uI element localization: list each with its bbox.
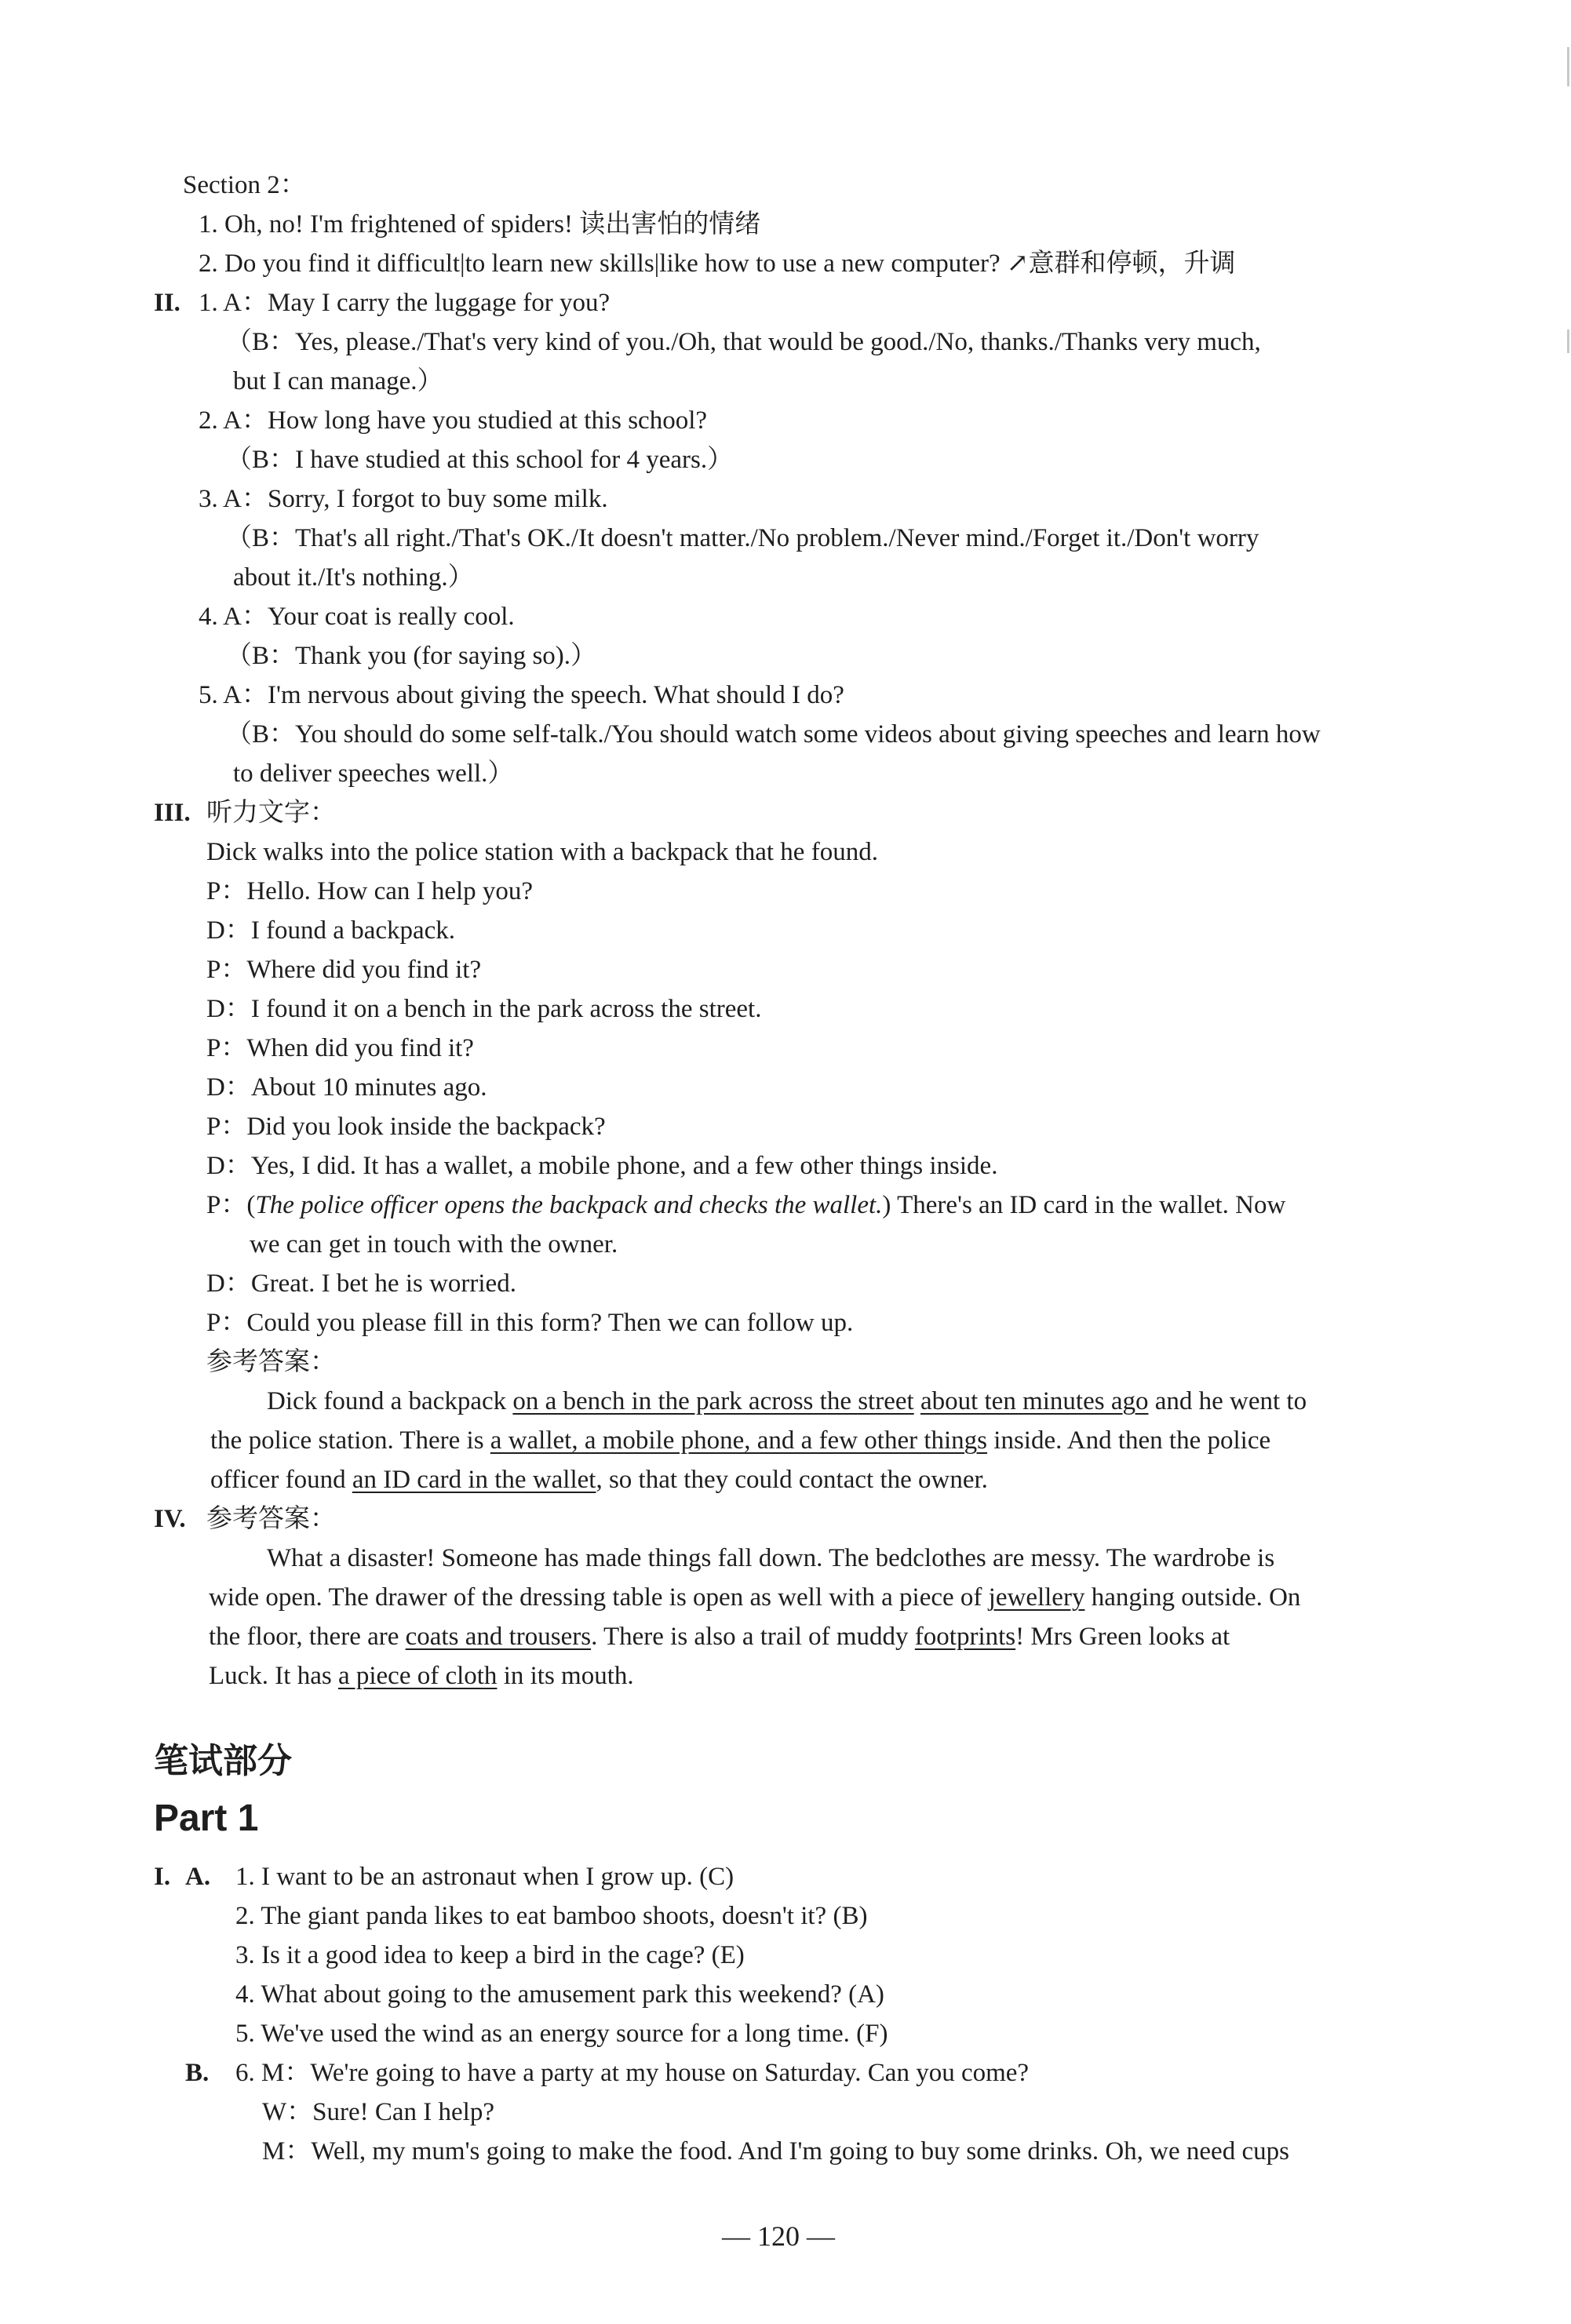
part4-line-2 <box>209 1582 1300 1613</box>
answer-text: Luck. It has <box>209 1662 338 1690</box>
answer-text: the floor, there are <box>209 1623 406 1651</box>
stage-direction: The police officer opens the backpack and checks the wallet. <box>255 1191 883 1219</box>
part3-title: 听力文字： <box>206 799 336 827</box>
part2-q3-b: （B：That's all right./That's OK./It doesn't matter./No problem./Never mind./Forget it./Don't worry <box>226 524 1259 552</box>
answer-text: . There is also a trail of muddy <box>591 1623 915 1651</box>
written-b-line-1: 6. M：We're going to have a party at my house on Saturday. Can you come? <box>235 2059 1030 2087</box>
part3-answer-title: 参考答案： <box>206 1348 336 1376</box>
written-label-I: I. <box>154 1863 171 1891</box>
part3-answer-line-1 <box>267 1386 1307 1417</box>
written-a-item-2: 2. The giant panda likes to eat bamboo shoots, doesn't it? (B) <box>235 1902 868 1930</box>
part2-q1-b: （B：Yes, please./That's very kind of you./Oh, that would be good./No, thanks./Thanks very much, <box>226 328 1261 356</box>
written-a-item-3: 3. Is it a good idea to keep a bird in the cage? (E) <box>235 1941 745 1969</box>
dialogue-line-4: D：I found it on a bench in the park across the street. <box>206 995 762 1023</box>
part2-q1-a: 1. A：May I carry the luggage for you? <box>199 289 611 317</box>
written-b-line-2: W：Sure! Can I help? <box>262 2098 494 2126</box>
scan-edge-mark <box>1567 330 1569 353</box>
part3-answer-line-2 <box>210 1425 1270 1456</box>
dialogue-line-7: P：Did you look inside the backpack? <box>206 1113 606 1141</box>
written-a-item-5: 5. We've used the wind as an energy source for a long time. (F) <box>235 2020 888 2048</box>
answer-blank: about ten minutes ago <box>920 1387 1149 1415</box>
part2-q2-b: （B：I have studied at this school for 4 years.） <box>226 446 734 474</box>
part2-q5-b: （B：You should do some self-talk./You should watch some videos about giving speeches and learn how <box>226 720 1321 749</box>
part2-q3-b-cont: about it./It's nothing.） <box>233 563 474 592</box>
part4-line-4 <box>209 1660 634 1692</box>
answer-blank: coats and trousers <box>405 1623 592 1651</box>
answer-text: and he went to <box>1148 1387 1307 1415</box>
answer-text: officer found <box>210 1466 352 1494</box>
answer-blank: footprints <box>914 1623 1016 1651</box>
dialogue-line-10: D：Great. I bet he is worried. <box>206 1269 516 1298</box>
part4-label: IV. <box>154 1505 186 1533</box>
answer-text: in its mouth. <box>497 1662 634 1690</box>
answer-text: ! Mrs Green looks at <box>1015 1623 1230 1651</box>
written-a-item-4: 4. What about going to the amusement park this weekend? (A) <box>235 1980 884 2009</box>
answer-blank: a wallet, a mobile phone, and a few other things <box>490 1426 988 1455</box>
part2-q1-b-cont: but I can manage.） <box>233 367 443 395</box>
part3-intro: Dick walks into the police station with a backpack that he found. <box>206 838 878 866</box>
part3-answer-line-3 <box>210 1464 988 1495</box>
answer-text: Dick found a backpack <box>267 1387 513 1415</box>
scan-edge-mark <box>1567 47 1569 86</box>
dialogue-line-9-cont: we can get in touch with the owner. <box>250 1230 618 1259</box>
answer-text: inside. And then the police <box>987 1426 1271 1455</box>
answer-text: wide open. The drawer of the dressing table is open as well with a piece of <box>209 1583 989 1612</box>
section2-title: Section 2： <box>183 171 306 199</box>
written-label-B: B. <box>185 2059 210 2087</box>
dialogue-line-1: P：Hello. How can I help you? <box>206 877 534 905</box>
written-label-A: A. <box>185 1863 211 1891</box>
dialogue-line-6: D：About 10 minutes ago. <box>206 1073 487 1102</box>
part4-line-1: What a disaster! Someone has made things fall down. The bedclothes are messy. The wardrobe is <box>267 1544 1275 1572</box>
part2-q3-a: 3. A：Sorry, I forgot to buy some milk. <box>199 485 608 513</box>
section2-item-2: 2. Do you find it difficult|to learn new skills|like how to use a new computer? ↗意群和停顿，升调 <box>199 250 1236 278</box>
dialogue-line-9 <box>206 1189 1285 1221</box>
part4-title: 参考答案： <box>206 1505 336 1533</box>
dialogue-line-5: P：When did you find it? <box>206 1034 474 1062</box>
answer-text: hanging outside. On <box>1084 1583 1301 1612</box>
part2-q4-a: 4. A：Your coat is really cool. <box>199 603 515 631</box>
part2-q4-b: （B：Thank you (for saying so).） <box>226 642 597 670</box>
answer-text <box>914 1387 920 1415</box>
part1-heading: Part 1 <box>154 1798 259 1839</box>
dialogue-line-3: P：Where did you find it? <box>206 956 482 984</box>
part2-q5-b-cont: to deliver speeches well.） <box>233 759 514 788</box>
answer-blank: on a bench in the park across the street <box>512 1387 914 1415</box>
answer-blank: a piece of cloth <box>337 1662 498 1690</box>
dialogue-line-8: D：Yes, I did. It has a wallet, a mobile phone, and a few other things inside. <box>206 1152 998 1180</box>
answer-text: the police station. There is <box>210 1426 490 1455</box>
written-heading: 笔试部分 <box>154 1741 292 1781</box>
dialogue-line-2: D：I found a backpack. <box>206 916 456 945</box>
answer-text: , so that they could contact the owner. <box>596 1466 988 1494</box>
written-a-item-1: 1. I want to be an astronaut when I grow up. (C) <box>235 1863 734 1891</box>
part4-line-3 <box>209 1621 1230 1652</box>
dialogue-line-9-suffix: ) There's an ID card in the wallet. Now <box>882 1191 1286 1219</box>
section2-item-1: 1. Oh, no! I'm frightened of spiders! 读出害怕的情绪 <box>199 210 761 239</box>
dialogue-line-11: P：Could you please fill in this form? Then we can follow up. <box>206 1309 854 1337</box>
page-number: — 120 — <box>722 2220 835 2252</box>
answer-blank: an ID card in the wallet <box>352 1466 596 1494</box>
part3-label: III. <box>154 799 191 827</box>
part2-label: II. <box>154 289 180 317</box>
answer-blank: jewellery <box>988 1583 1085 1612</box>
dialogue-line-9-prefix: P：( <box>206 1191 256 1219</box>
part2-q2-a: 2. A：How long have you studied at this school? <box>199 406 708 435</box>
part2-q5-a: 5. A：I'm nervous about giving the speech. What should I do? <box>199 681 844 709</box>
written-b-line-3: M：Well, my mum's going to make the food. And I'm going to buy some drinks. Oh, we need cups <box>262 2137 1289 2166</box>
